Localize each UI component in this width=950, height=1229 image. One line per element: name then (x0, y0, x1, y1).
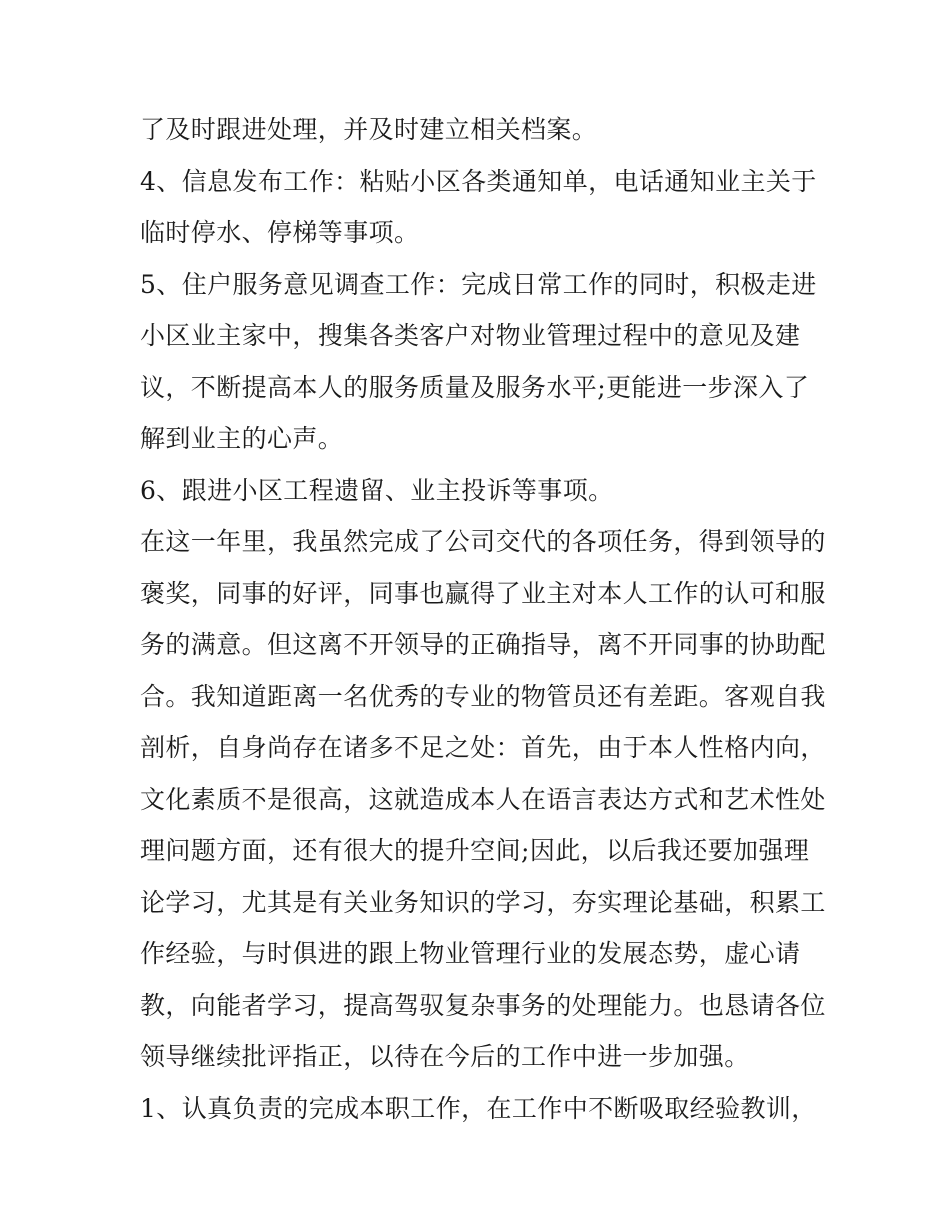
text-line: 剖析，自身尚存在诸多不足之处：首先，由于本人性格内向， (140, 733, 826, 762)
text-line: 合。我知道距离一名优秀的专业的物管员还有差距。客观自我 (140, 681, 826, 711)
document-body (140, 104, 826, 1134)
text-line: 论学习，尤其是有关业务知识的学习，夯实理论基础，积累工 (140, 887, 826, 917)
text-line: 了及时跟进处理，并及时建立相关档案。 (140, 115, 598, 144)
text-line: 解到业主的心声。 (140, 424, 344, 453)
text-line: 褒奖，同事的好评，同事也赢得了业主对本人工作的认可和服 (140, 578, 826, 608)
text-line: 临时停水、停梯等事项。 (140, 218, 420, 247)
text-line: 务的满意。但这离不开领导的正确指导，离不开同事的协助配 (140, 630, 826, 659)
text-line: 文化素质不是很高，这就造成本人在语言表达方式和艺术性处 (140, 784, 826, 814)
text-line: 理问题方面，还有很大的提升空间;因此，以后我还要加强理 (140, 836, 810, 865)
text-line: 议，不断提高本人的服务质量及服务水平;更能进一步深入了 (140, 372, 810, 402)
text-line: 6、跟进小区工程遗留、业主投诉等事项。 (140, 475, 614, 505)
text-line: 教，向能者学习，提高驾驭复杂事务的处理能力。也恳请各位 (140, 990, 826, 1020)
text-line: 4、信息发布工作：粘贴小区各类通知单，电话通知业主关于 (140, 166, 817, 196)
text-line: 5、住户服务意见调查工作：完成日常工作的同时，积极走进 (140, 269, 817, 299)
text-line: 1、认真负责的完成本职工作，在工作中不断吸取经验教训， (140, 1093, 817, 1123)
text-line: 作经验，与时俱进的跟上物业管理行业的发展态势，虚心请 (140, 939, 801, 968)
text-line: 领导继续批评指正，以待在今后的工作中进一步加强。 (140, 1042, 750, 1071)
text-line: 小区业主家中，搜集各类客户对物业管理过程中的意见及建 (140, 321, 801, 350)
text-line: 在这一年里，我虽然完成了公司交代的各项任务，得到领导的 (140, 527, 826, 556)
